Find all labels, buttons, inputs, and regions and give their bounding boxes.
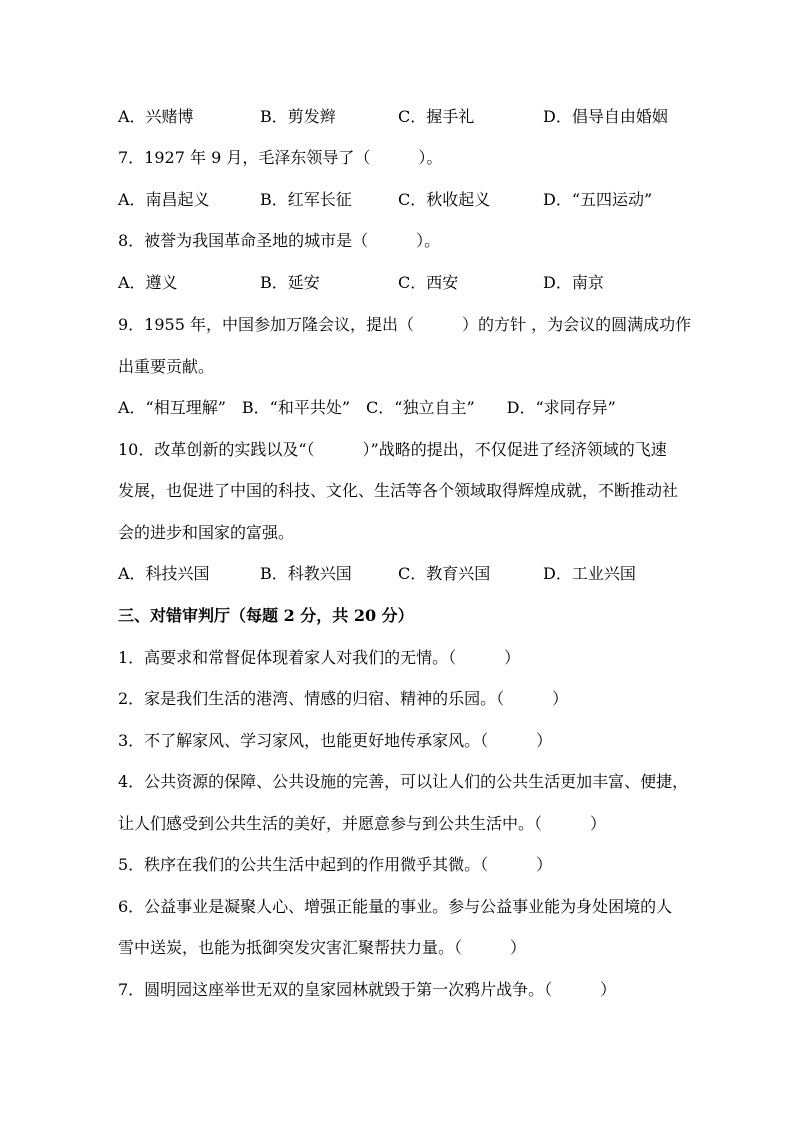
question-10-line-3: 会的进步和国家的富强。	[118, 523, 295, 542]
q8-option-a: A．遵义	[118, 273, 178, 292]
judge-item-3: 3．不了解家风、学习家风，也能更好地传承家风。（ ）	[118, 731, 553, 750]
question-9-line-1: 9．1955 年，中国参加万隆会议，提出（ ）的方针 ，为会议的圆满成功作	[118, 315, 692, 334]
q7-option-c: C．秋收起义	[398, 190, 491, 209]
judge-item-4-line-2: 让人们感受到公共生活的美好，并愿意参与到公共生活中。（ ）	[118, 814, 607, 833]
question-9-line-2: 出重要贡献。	[118, 357, 215, 376]
q7-options	[118, 189, 718, 211]
question-10-line-2: 发展，也促进了中国的科技、文化、生活等各个领域取得辉煌成就，不断推动社	[118, 481, 679, 500]
q10-option-d: D．工业兴国	[543, 564, 636, 583]
q6-options	[118, 106, 718, 128]
judge-item-1: 1．高要求和常督促体现着家人对我们的无情。（ ）	[118, 648, 521, 667]
judge-item-4-line-1: 4．公共资源的保障、公共设施的完善，可以让人们的公共生活更加丰富、便捷，	[118, 772, 689, 791]
q8-option-b: B．延安	[260, 273, 320, 292]
judge-item-5: 5．秩序在我们的公共生活中起到的作用微乎其微。（ ）	[118, 855, 553, 874]
q6-option-d: D．倡导自由婚姻	[543, 107, 668, 126]
question-8: 8．被誉为我国革命圣地的城市是（ ）。	[118, 231, 441, 250]
q8-option-c: C．西安	[398, 273, 459, 292]
q8-option-d: D．南京	[543, 273, 604, 292]
q7-option-a: A．南昌起义	[118, 190, 210, 209]
question-7: 7．1927 年 9 月，毛泽东领导了（ ）。	[118, 148, 443, 167]
judge-item-6-line-1: 6．公益事业是凝聚人心、增强正能量的事业。参与公益事业能为身处困境的人	[118, 897, 673, 916]
judge-item-2: 2．家是我们生活的港湾、情感的归宿、精神的乐园。（ ）	[118, 689, 569, 708]
q6-option-c: C．握手礼	[398, 107, 475, 126]
q10-option-c: C．教育兴国	[398, 564, 491, 583]
question-10-line-1: 10．改革创新的实践以及“（ ）”战略的提出，不仅促进了经济领域的飞速	[118, 440, 667, 459]
q6-option-a: A．兴赌博	[118, 107, 194, 126]
section-3-heading: 三、对错审判厅（每题 2 分，共 20 分）	[118, 606, 414, 625]
q8-options	[118, 272, 718, 294]
q7-option-d: D．“五四运动”	[543, 190, 653, 209]
q9-options: A．“相互理解” B．“和平共处” C．“独立自主” D．“求同存异”	[118, 398, 616, 417]
q10-option-b: B．科教兴国	[260, 564, 352, 583]
judge-item-7: 7．圆明园这座举世无双的皇家园林就毁于第一次鸦片战争。（ ）	[118, 980, 617, 999]
q10-options	[118, 563, 718, 585]
q6-option-b: B．剪发辫	[260, 107, 336, 126]
q10-option-a: A．科技兴国	[118, 564, 210, 583]
q7-option-b: B．红军长征	[260, 190, 352, 209]
judge-item-6-line-2: 雪中送炭，也能为抵御突发灾害汇聚帮扶力量。（ ）	[118, 938, 527, 957]
